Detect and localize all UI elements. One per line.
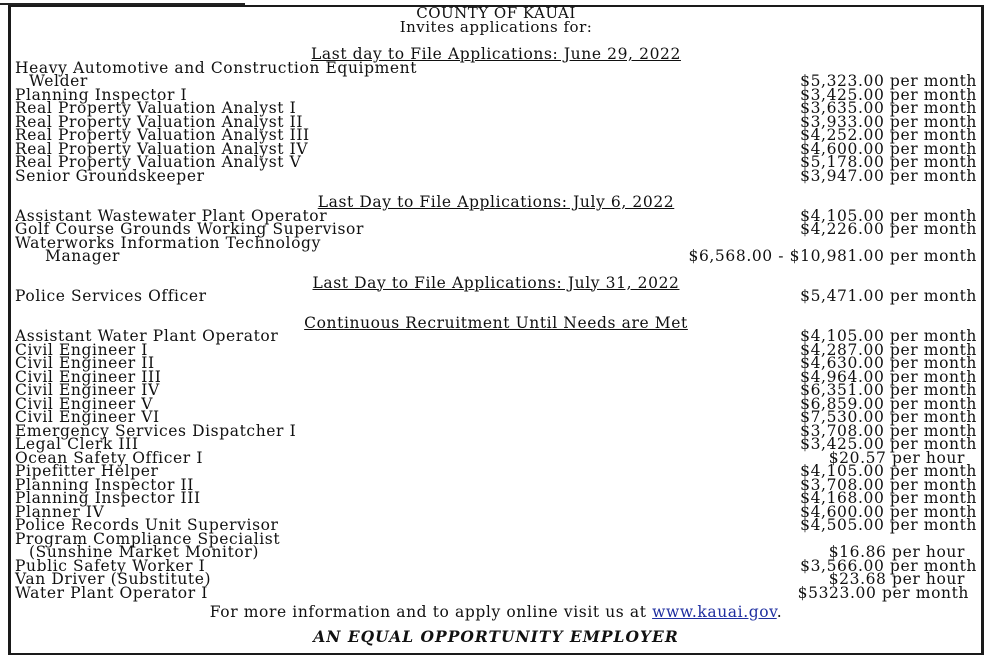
job-title: Planning Inspector III [15, 489, 201, 507]
job-title: Program Compliance Specialist [15, 529, 281, 548]
job-title: Civil Engineer III [15, 367, 162, 386]
job-pay: $3,425.00 per month [800, 435, 977, 453]
job-pay: $4,505.00 per month [800, 516, 977, 534]
equal-opportunity-statement: AN EQUAL OPPORTUNITY EMPLOYER [313, 626, 679, 646]
job-pay: $4,600.00 per month [800, 502, 977, 521]
job-pay: $6,351.00 per month [800, 381, 977, 399]
job-pay: $6,859.00 per month [800, 394, 977, 413]
job-title: Ocean Safety Officer I [15, 448, 204, 467]
job-title: Real Property Valuation Analyst II [15, 112, 304, 131]
job-row [15, 287, 977, 305]
job-title: Emergency Services Dispatcher I [15, 421, 297, 440]
section-heading-july-6: Last Day to File Applications: July 6, 2022 [317, 193, 675, 211]
job-pay: $4,105.00 per month [800, 206, 977, 225]
job-pay: $4,600.00 per month [800, 139, 977, 158]
job-title-cont: Manager [45, 247, 121, 265]
job-pay: $4,105.00 per month [800, 327, 977, 345]
job-row [15, 247, 977, 265]
job-title-cont: Welder [29, 72, 88, 90]
job-pay: $5,178.00 per month [800, 153, 977, 171]
job-title: Civil Engineer VI [15, 408, 160, 426]
job-announcement [8, 5, 984, 655]
job-row [15, 583, 977, 602]
job-pay: $4,964.00 per month [800, 367, 977, 386]
website-link[interactable]: www.kauai.gov [652, 603, 777, 621]
job-pay: $4,105.00 per month [800, 462, 977, 480]
job-pay: $5,323.00 per month [800, 72, 977, 90]
job-title: Waterworks Information Technology [15, 233, 321, 252]
job-title: Real Property Valuation Analyst IV [15, 139, 309, 158]
job-row [15, 166, 977, 185]
job-title: Police Services Officer [15, 287, 207, 305]
job-pay: $3,947.00 per month [800, 166, 977, 185]
job-pay: $4,252.00 per month [800, 126, 977, 144]
announcement-body [15, 4, 977, 646]
job-title: Assistant Wastewater Plant Operator [15, 206, 328, 225]
job-pay: $6,568.00 - $10,981.00 per month [688, 247, 977, 265]
job-pay: $3,566.00 per month [800, 556, 977, 575]
job-title: Real Property Valuation Analyst III [15, 126, 310, 144]
org-title: COUNTY OF KAUAI [416, 4, 576, 22]
job-title: Golf Course Grounds Working Supervisor [15, 220, 364, 238]
job-pay: $20.57 per hour [828, 448, 965, 467]
job-pay: $3,708.00 per month [800, 421, 977, 440]
job-pay: $3,425.00 per month [800, 85, 977, 104]
job-pay: $4,168.00 per month [800, 489, 977, 507]
job-pay: $5323.00 per month [797, 583, 969, 602]
job-pay: $4,630.00 per month [800, 354, 977, 372]
section-heading-june-29: Last day to File Applications: June 29, 2022 [311, 45, 681, 63]
job-pay: $23.68 per hour [828, 570, 965, 588]
job-pay: $4,226.00 per month [800, 220, 977, 238]
job-title: Real Property Valuation Analyst V [15, 153, 302, 171]
job-title: Real Property Valuation Analyst I [15, 99, 297, 117]
job-pay: $4,287.00 per month [800, 340, 977, 359]
job-pay: $7,530.00 per month [800, 408, 977, 426]
job-title: Civil Engineer I [15, 340, 148, 359]
job-pay: $3,933.00 per month [800, 112, 977, 131]
job-title: Pipefitter Helper [15, 462, 159, 480]
job-title: Water Plant Operator I [15, 583, 209, 602]
section-heading-july-31: Last Day to File Applications: July 31, 2022 [312, 273, 680, 292]
subtitle: Invites applications for: [399, 17, 593, 36]
job-title: Heavy Automotive and Construction Equipment [15, 58, 418, 77]
info-line [15, 603, 977, 621]
job-title: Police Records Unit Supervisor [15, 516, 279, 534]
info-end: . [776, 603, 783, 621]
job-title: Senior Groundskeeper [15, 166, 205, 185]
job-title-cont: (Sunshine Market Monitor) [29, 543, 260, 561]
job-title: Planning Inspector II [15, 475, 194, 494]
job-pay: $3,635.00 per month [800, 99, 977, 117]
job-title: Civil Engineer II [15, 354, 155, 372]
job-pay: $16.86 per hour [828, 543, 965, 561]
info-text: For more information and to apply online visit us at [209, 603, 653, 621]
section-heading-continuous: Continuous Recruitment Until Needs are Met [304, 313, 688, 332]
job-title: Public Safety Worker I [15, 556, 206, 575]
job-title: Van Driver (Substitute) [15, 570, 212, 588]
job-title: Legal Clerk III [15, 435, 139, 453]
job-pay: $3,708.00 per month [800, 475, 977, 494]
job-title: Civil Engineer IV [15, 381, 160, 399]
job-title: Civil Engineer V [15, 394, 154, 413]
job-title: Planning Inspector I [15, 85, 188, 104]
job-pay: $5,471.00 per month [800, 287, 977, 305]
job-title: Planner IV [15, 502, 105, 521]
job-title: Assistant Water Plant Operator [15, 327, 279, 345]
